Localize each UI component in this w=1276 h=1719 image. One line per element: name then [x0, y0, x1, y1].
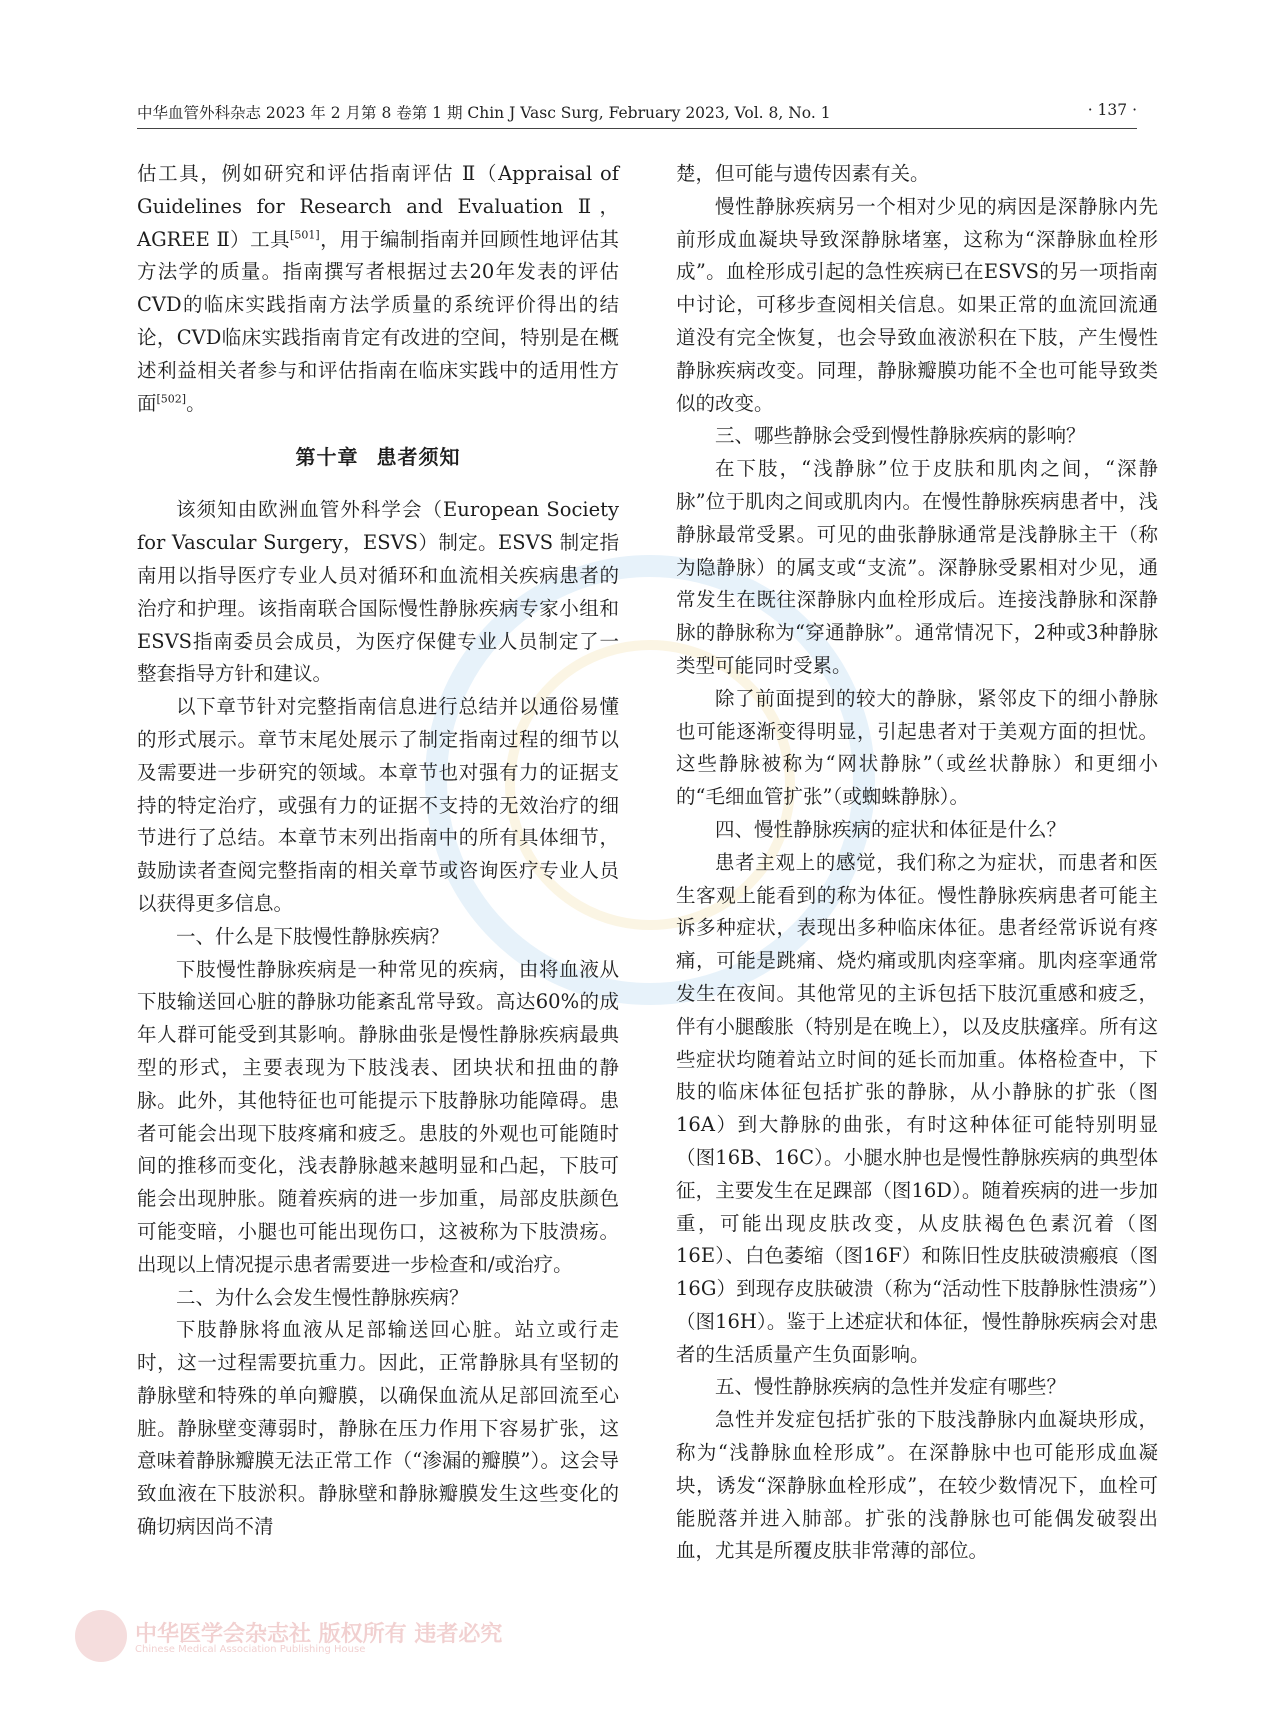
paragraph: 除了前面提到的较大的静脉，紧邻皮下的细小静脉也可能逐渐变得明显，引起患者对于美观方面的担忧。这些静脉被称为“网状静脉”（或丝状静脉）和更细小的“毛细血管扩张”（或蜘蛛静脉）。: [676, 686, 1158, 809]
paragraph: 该须知由欧洲血管外科学会（European Society for Vascular Surgery，ESVS）制定。ESVS 制定指南用以指导医疗专业人员对循环和血流相关疾病患者的治疗和护理。该指南联合国际慢性静脉疾病专家小组和ESVS指南委员会成员，为医疗保健专业人员制定了一整套指导方针和建议。: [137, 498, 619, 686]
paragraph-text: 估工具，例如研究和评估指南评估 Ⅱ（Appraisal of Guidelines for Research and Evaluation Ⅱ，AGREE Ⅱ）工具: [137, 162, 619, 251]
paragraph-text: ，用于编制指南并回顾性地评估其方法学的质量。指南撰写者根据过去20年发表的评估CVD的临床实践指南方法学质量的系统评价得出的结论，CVD临床实践指南肯定有改进的空间，特别是在概述利益相关者参与和评估指南在临床实践中的适用性方面: [137, 227, 619, 415]
reference-marker: [501]: [290, 228, 320, 242]
section-heading: 二、为什么会发生慢性静脉疾病？: [176, 1285, 469, 1309]
paragraph: 下肢静脉将血液从足部输送回心脏。站立或行走时，这一过程需要抗重力。因此，正常静脉具有坚韧的静脉壁和特殊的单向瓣膜，以确保血流从足部回流至心脏。静脉壁变薄弱时，静脉在压力作用下容易扩张，这意味着静脉瓣膜无法正常工作（“渗漏的瓣膜”）。这会导致血液在下肢淤积。静脉壁和静脉瓣膜发生这些变化的确切病因尚不清: [137, 1318, 619, 1539]
paragraph: 慢性静脉疾病另一个相对少见的病因是深静脉内先前形成血凝块导致深静脉堵塞，这称为“深静脉血栓形成”。血栓形成引起的急性疾病已在ESVS的另一项指南中讨论，可移步查阅相关信息。如果正常的血流回流通道没有完全恢复，也会导致血液淤积在下肢，产生慢性静脉疾病改变。同理，静脉瓣膜功能不全也可能导致类似的改变。: [676, 194, 1158, 415]
paragraph: 急性并发症包括扩张的下肢浅静脉内血凝块形成，称为“浅静脉血栓形成”。在深静脉中也可能形成血凝块，诱发“深静脉血栓形成”，在较少数情况下，血栓可能脱落并进入肺部。扩张的浅静脉也可能偶发破裂出血，尤其是所覆皮肤非常薄的部位。: [676, 1408, 1158, 1563]
journal-citation: 中华血管外科杂志 2023 年 2 月第 8 卷第 1 期 Chin J Vasc Surg, February 2023, Vol. 8, No. 1: [137, 104, 831, 122]
page-number: · 137 ·: [1087, 101, 1137, 119]
section-heading: 一、什么是下肢慢性静脉疾病？: [176, 924, 450, 948]
paragraph: [137, 158, 619, 420]
header-rule: [137, 128, 1137, 129]
paragraph: 在下肢，“浅静脉”位于皮肤和肌肉之间，“深静脉”位于肌肉之间或肌肉内。在慢性静脉疾病患者中，浅静脉最常受累。可见的曲张静脉通常是浅静脉主干（称为隐静脉）的属支或“支流”。深静脉受累相对少见，通常发生在既往深静脉内血栓形成后。连接浅静脉和深静脉的静脉称为“穿通静脉”。通常情况下，2种或3种静脉类型可能同时受累。: [676, 457, 1158, 677]
chapter-title: 患者须知: [376, 445, 461, 470]
paragraph-text: 。: [186, 391, 206, 415]
paragraph: 楚，但可能与遗传因素有关。: [676, 162, 930, 185]
section-heading: 三、哪些静脉会受到慢性静脉疾病的影响？: [715, 424, 1086, 448]
paragraph: 以下章节针对完整指南信息进行总结并以通俗易懂的形式展示。章节末尾处展示了制定指南过程的细节以及需要进一步研究的领域。本章节也对强有力的证据支持的特定治疗，或强有力的证据不支持的无效治疗的细节进行了总结。本章节末列出指南中的所有具体细节，鼓励读者查阅完整指南的相关章节或咨询医疗专业人员以获得更多信息。: [137, 695, 619, 915]
left-column: [137, 158, 619, 1544]
paragraph: 患者主观上的感觉，我们称之为症状，而患者和医生客观上能看到的称为体征。慢性静脉疾病患者可能主诉多种症状，表现出多种临床体征。患者经常诉说有疼痛，可能是跳痛、烧灼痛或肌肉痉挛痛。肌肉痉挛通常发生在夜间。其他常见的主诉包括下肢沉重感和疲乏，伴有小腿酸胀（特别是在晚上），以及皮肤瘙痒。所有这些症状均随着站立时间的延长而加重。体格检查中，下肢的临床体征包括扩张的静脉，从小静脉的扩张（图16A）到大静脉的曲张，有时这种体征可能特别明显（图16B、16C）。小腿水肿也是慢性静脉疾病的典型体征，主要发生在足踝部（图16D）。随着疾病的进一步加重，可能出现皮肤改变，从皮肤褐色色素沉着（图16E）、白色萎缩（图16F）和陈旧性皮肤破溃瘢痕（图16G）到现存皮肤破溃（称为“活动性下肢静脉性溃疡”）（图16H）。鉴于上述症状和体征，慢性静脉疾病会对患者的生活质量产生负面影响。: [676, 850, 1158, 1366]
section-heading: 四、慢性静脉疾病的症状和体征是什么？: [715, 817, 1067, 841]
chapter-number: 第十章: [295, 445, 359, 470]
publisher-watermark-text: 中华医学会杂志社 版权所有 违者必究: [135, 1622, 503, 1647]
section-heading: 五、慢性静脉疾病的急性并发症有哪些？: [715, 1375, 1067, 1399]
reference-marker: [502]: [156, 392, 187, 406]
chapter-heading: [137, 441, 619, 473]
right-column: [676, 158, 1158, 1568]
publisher-watermark-subtext: Chinese Medical Association Publishing House: [135, 1644, 366, 1655]
publisher-logo-icon: [75, 1610, 127, 1662]
running-header: [137, 101, 1137, 127]
paragraph: 下肢慢性静脉疾病是一种常见的疾病，由将血液从下肢输送回心脏的静脉功能紊乱常导致。高达60%的成年人群可能受到其影响。静脉曲张是慢性静脉疾病最典型的形式，主要表现为下肢浅表、团块状和扭曲的静脉。此外，其他特征也可能提示下肢静脉功能障碍。患者可能会出现下肢疼痛和疲乏。患肢的外观也可能随时间的推移而变化，浅表静脉越来越明显和凸起，下肢可能会出现肿胀。随着疾病的进一步加重，局部皮肤颜色可能变暗，小腿也可能出现伤口，这被称为下肢溃疡。出现以上情况提示患者需要进一步检查和/或治疗。: [137, 957, 619, 1276]
